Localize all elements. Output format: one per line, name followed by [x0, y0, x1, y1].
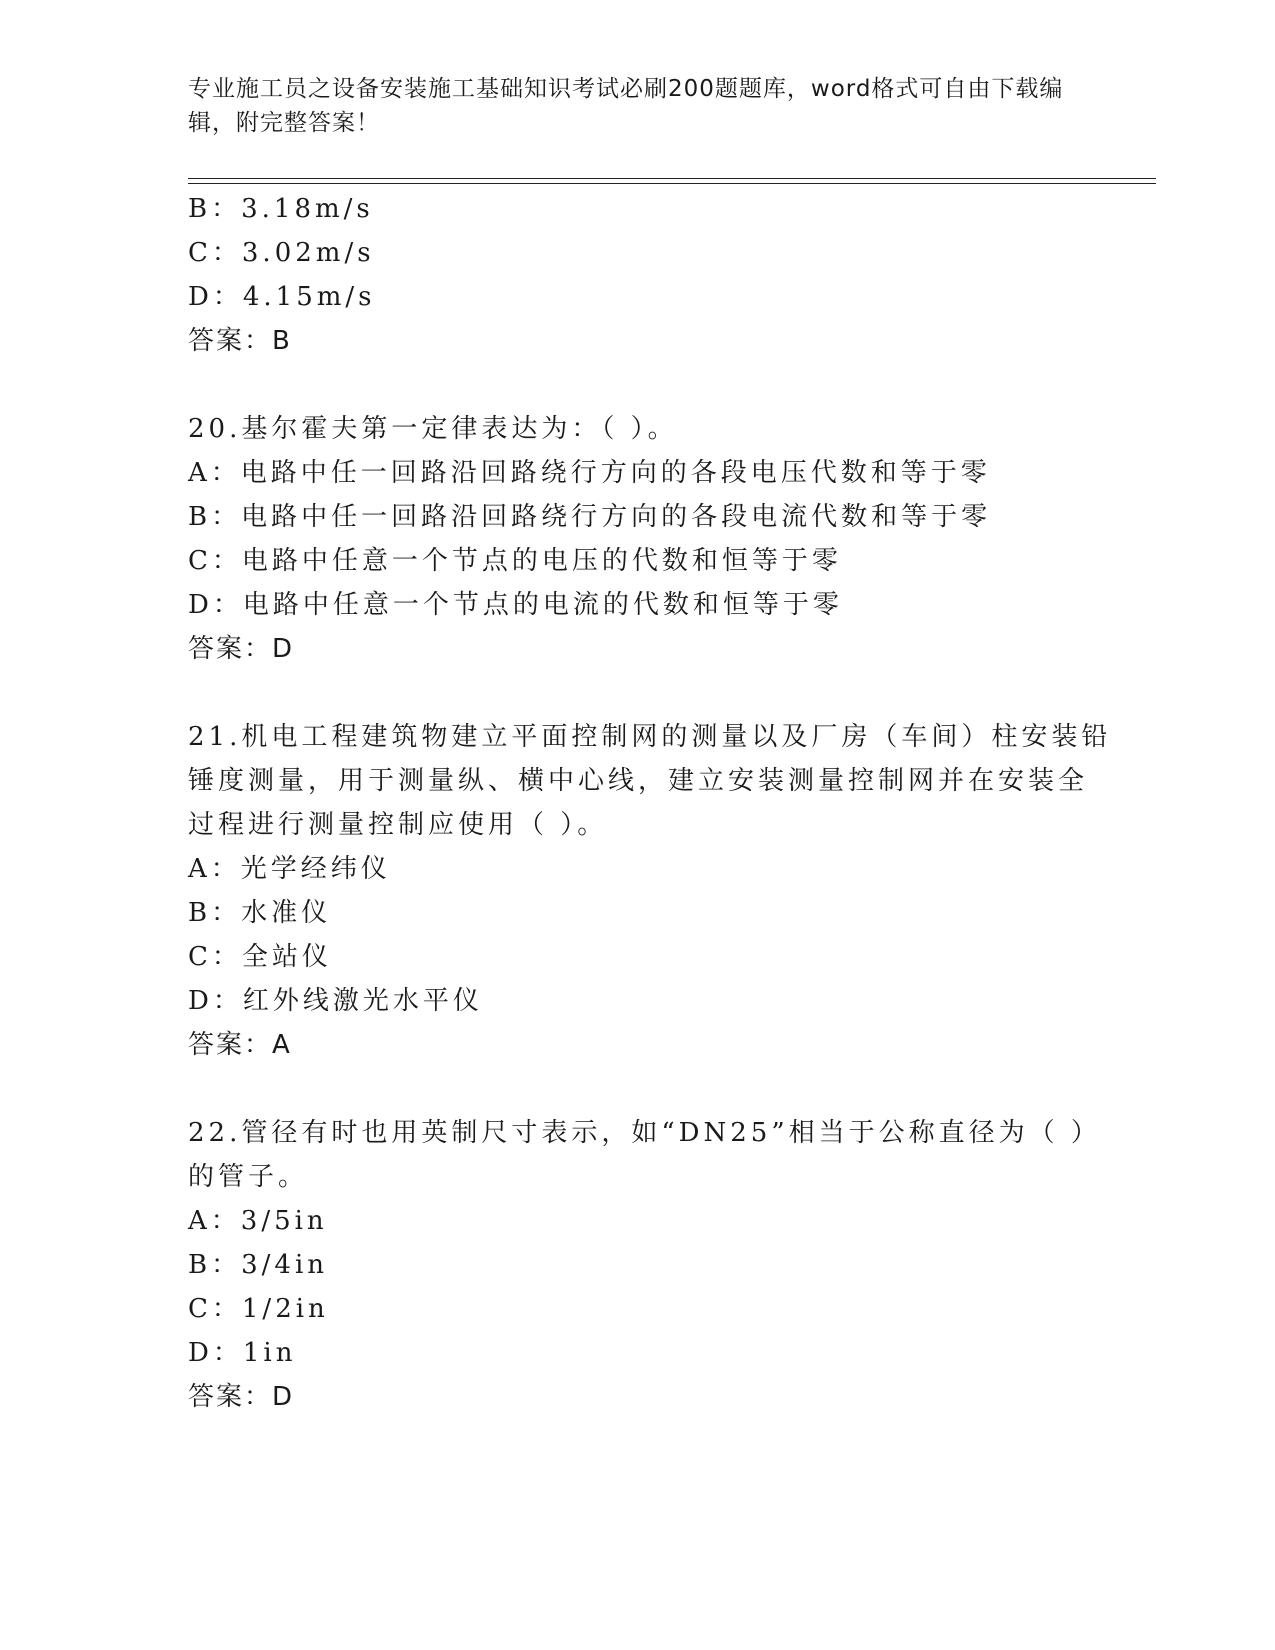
q20-option-c: C：电路中任意一个节点的电压的代数和恒等于零	[188, 546, 842, 576]
q20-option-d: D：电路中任意一个节点的电流的代数和恒等于零	[188, 590, 843, 620]
q22-stem-line-1: 22.管径有时也用英制尺寸表示，如“DN25”相当于公称直径为（ ）	[188, 1118, 1101, 1148]
q19-option-d: D：4.15m/s	[188, 282, 376, 312]
q21-option-b: B：水准仪	[188, 898, 332, 928]
q19-option-b: B：3.18m/s	[188, 194, 374, 224]
q22-option-c: C：1/2in	[188, 1294, 329, 1324]
document-header: 专业施工员之设备安装施工基础知识考试必刷200题题库，word格式可自由下载编辑，附完整答案！	[188, 76, 1064, 136]
q21-answer: 答案：A	[188, 1030, 292, 1060]
q22-option-b: B：3/4in	[188, 1250, 329, 1280]
header-divider-top	[188, 178, 1156, 179]
q21-option-a: A：光学经纬仪	[188, 854, 391, 884]
q19-option-c: C：3.02m/s	[188, 238, 375, 268]
q21-option-d: D：红外线激光水平仪	[188, 986, 483, 1016]
q20-stem: 20.基尔霍夫第一定律表达为：（ ）。	[188, 414, 678, 444]
header-divider-bottom	[188, 183, 1156, 184]
q20-option-a: A：电路中任一回路沿回路绕行方向的各段电压代数和等于零	[188, 458, 991, 488]
q22-option-a: A：3/5in	[188, 1206, 328, 1236]
q21-option-c: C：全站仪	[188, 942, 332, 972]
q21-stem-line-2: 锤度测量，用于测量纵、横中心线，建立安装测量控制网并在安装全	[188, 766, 1089, 796]
q22-answer: 答案：D	[188, 1382, 295, 1412]
q19-answer: 答案：B	[188, 326, 292, 356]
q20-option-b: B：电路中任一回路沿回路绕行方向的各段电流代数和等于零	[188, 502, 992, 532]
q22-option-d: D：1in	[188, 1338, 297, 1368]
q20-answer: 答案：D	[188, 634, 295, 664]
q21-stem-line-3: 过程进行测量控制应使用（ ）。	[188, 810, 608, 840]
q21-stem-line-1: 21.机电工程建筑物建立平面控制网的测量以及厂房（车间）柱安装铅	[188, 722, 1112, 752]
q22-stem-line-2: 的管子。	[188, 1162, 309, 1192]
